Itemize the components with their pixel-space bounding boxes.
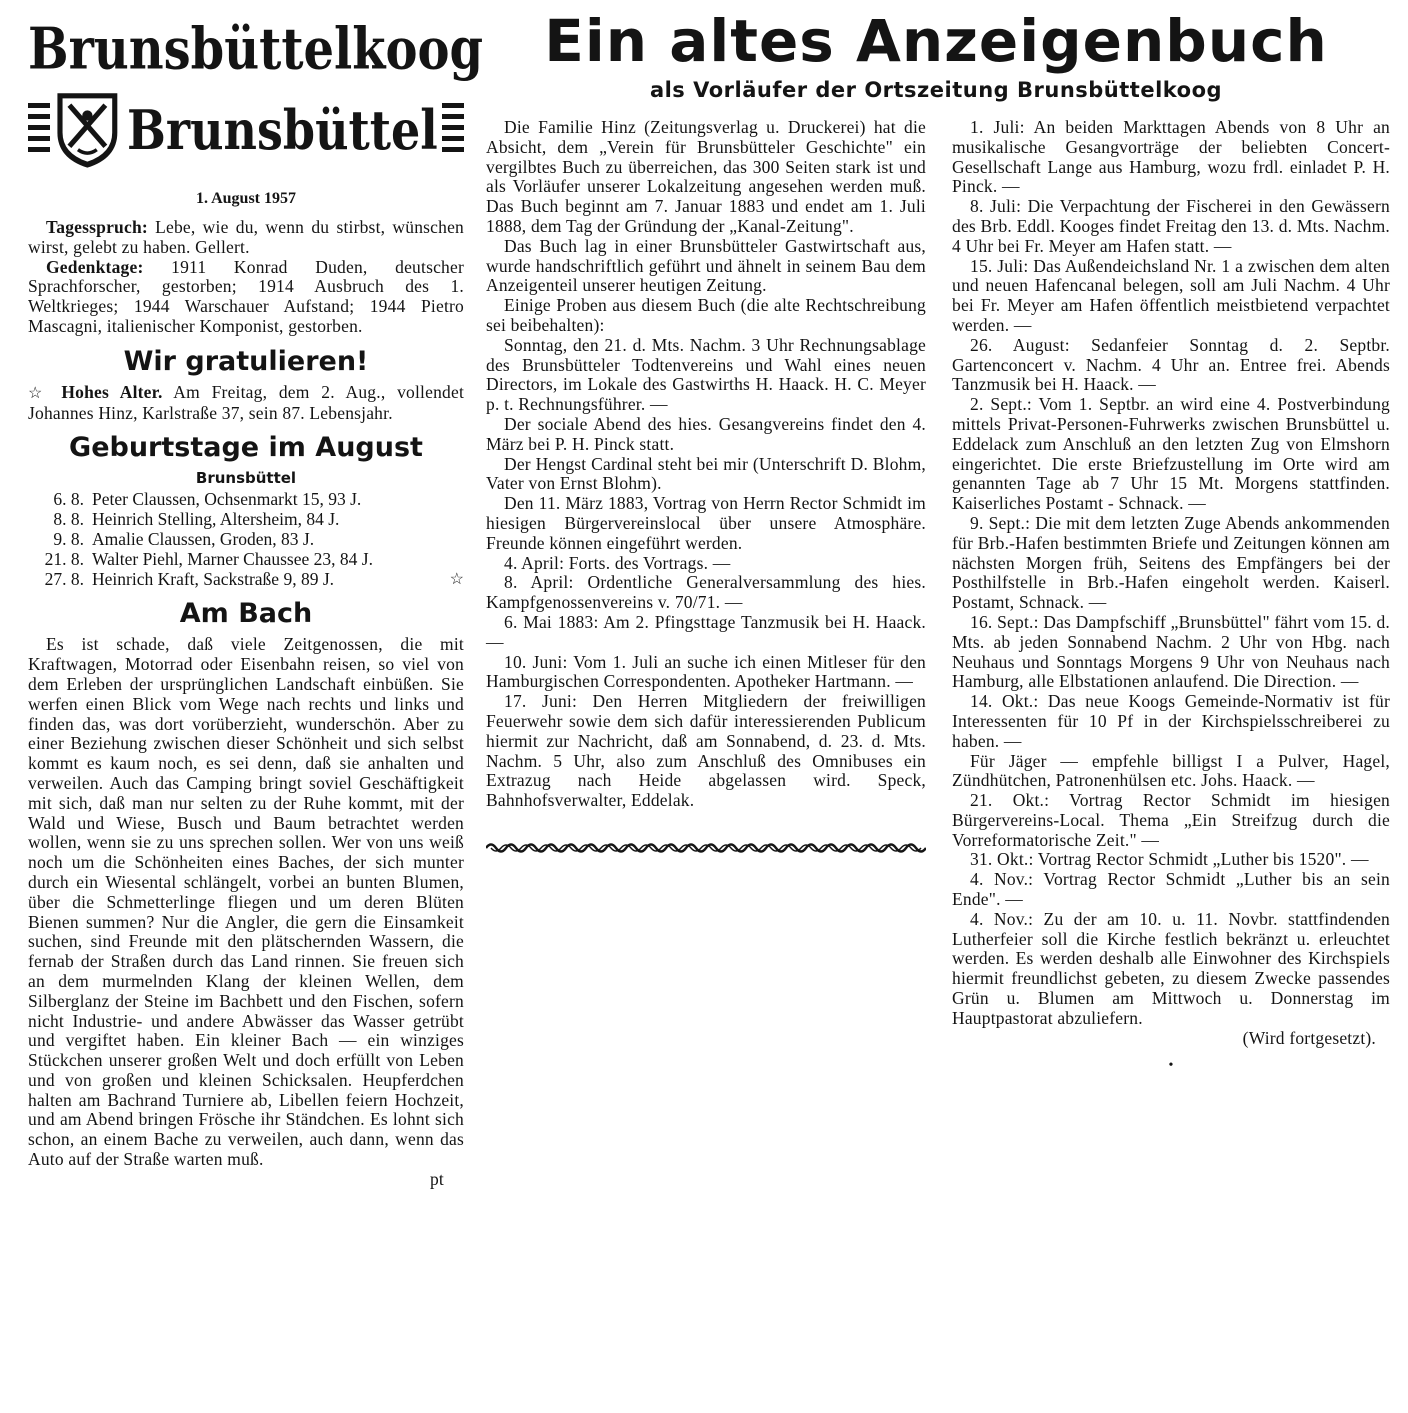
tagesspruch-label: Tagesspruch:	[46, 217, 148, 237]
birthday-text: Peter Claussen, Ochsenmarkt 15, 93 J.	[92, 489, 362, 510]
birthday-row	[28, 550, 464, 570]
ornament-bars-left	[28, 103, 50, 157]
article-paragraph: 8. Juli: Die Verpachtung der Fischerei in den Gewässern des Brb. Eddl. Kooges findet Freitag den 13. d. Mts. Nachm. 4 Uhr bei Fr. Meyer am Hafen statt. —	[952, 196, 1390, 256]
article-paragraph: Der Hengst Cardinal steht bei mir (Unterschrift D. Blohm, Vater von Ernst Blohm).	[486, 453, 926, 494]
birthday-text: Heinrich Kraft, Sackstraße 9, 89 J.	[92, 568, 335, 589]
article-title: Ein altes Anzeigenbuch	[544, 7, 1328, 75]
birthday-row	[28, 530, 464, 550]
birthday-text: Walter Piehl, Marner Chaussee 23, 84 J.	[92, 548, 373, 569]
article-paragraph: 26. August: Sedanfeier Sonntag d. 2. Septbr. Gartenconcert v. Nachm. 4 Uhr an. Entree frei. Abends Tanzmusik bei H. Haack. —	[952, 334, 1390, 395]
gedenktage-label: Gedenktage:	[46, 256, 144, 277]
bach-heading: Am Bach	[179, 598, 313, 630]
article-column-right	[952, 118, 1390, 1074]
article-paragraph: 14. Okt.: Das neue Koogs Gemeinde-Normativ ist für Interessenten für 10 Pf in der Kirchspielsschreiberei zu haben. —	[952, 691, 1390, 751]
article-paragraph: Der sociale Abend des hies. Gesangvereins findet den 4. März bei P. H. Pinck statt.	[486, 413, 926, 454]
article-paragraph: 21. Okt.: Vortrag Rector Schmidt im hiesigen Bürgervereins-Local. Thema „Ein Streifzug durch die Vorreformatorische Zeit." —	[952, 790, 1390, 850]
masthead-title-brunsbuettel: Brunsbüttel	[127, 98, 438, 162]
gratulieren-notice	[28, 383, 464, 424]
ornamental-divider	[486, 841, 926, 855]
gratulieren-label: Hohes Alter.	[61, 381, 163, 402]
article-paragraph: 2. Sept.: Vom 1. Septbr. an wird eine 4. Postverbindung mittels Privat-Personen-Fuhrwerks zwischen Brunsbüttel u. Eddelack zum Anschluß an den letzten Zug von Elmshorn eingerichtet. Die erste Briefzustellung im Orte wird am genannten Tage ab 7 Uhr 15 Mt. Morgens stattfinden. Kaiserliches Postamt - Schnack. —	[952, 394, 1390, 514]
birthday-text: Heinrich Stelling, Altersheim, 84 J.	[92, 509, 340, 530]
article-paragraph: Den 11. März 1883, Vortrag von Herrn Rector Schmidt im hiesigen Bürgervereinslocal über unsere Atmosphäre. Freunde können eingeführt werden.	[486, 493, 926, 553]
birthday-list	[28, 490, 464, 589]
end-mark: •	[1168, 1058, 1174, 1074]
birthday-row	[28, 510, 464, 530]
article-paragraph: 16. Sept.: Das Dampfschiff „Brunsbüttel" fährt vom 15. d. Mts. ab jeden Sonnabend Nachm. 2 Uhr von Hbg. nach Neuhaus und Sonntags Morgens 9 Uhr von Neuhaus nach Hamburg, alle Elbstationen anlaufend. Die Direction. —	[952, 611, 1390, 692]
masthead-title-brunsbuettelkoog: Brunsbüttelkoog	[28, 16, 484, 83]
star-icon: ☆	[449, 570, 464, 588]
article-subtitle: als Vorläufer der Ortszeitung Brunsbüttelkoog	[649, 78, 1223, 102]
article-paragraph: Für Jäger — empfehle billigst I a Pulver, Hagel, Zündhütchen, Patronenhülsen etc. Johs. Haack. —	[952, 750, 1390, 791]
article-paragraph: 1. Juli: An beiden Markttagen Abends von 8 Uhr an musikalische Gesangvorträge der beliebten Concert-Gesellschaft Lange aus Hamburg, wozu frdl. einladet P. H. Pinck. —	[952, 117, 1390, 197]
geburtstage-heading: Geburtstage im August	[69, 432, 423, 464]
birthday-date: 21. 8.	[44, 548, 84, 569]
bach-article: Es ist schade, daß viele Zeitgenossen, die mit Kraftwagen, Motorrad oder Eisenbahn reisen, so viel von dem Erleben der ursprünglichen Landschaft einbüßen. Sie werfen einen Blick vom Wege nach rechts und links und finden das, was dort vorüberzieht, wunderschön. Aber zu einer Beziehung zwischen dieser Schönheit und sich selbst kommt es kaum noch, es sei denn, daß sie anhalten und verweilen. Auch das Camping bringt soviel Geschäftigkeit mit sich, daß man nur selten zu der Ruhe kommt, mit der Wald und Wiese, Busch und Baum betrachtet werden wollen, wenn sie zu uns sprechen sollen. Wer von uns weiß noch um die Schönheiten eines Baches, der sich munter durch ein Wiesental schlängelt, vorbei an bunten Blumen, über die Schmetterlinge fliegen und um deren Blüten Bienen summen? Nur die Angler, die gern die Einsamkeit suchen, sind Freunde mit den plätschernden Wassern, die fernab der Straßen durch das Land rinnen. Sie freuen sich an dem murmelnden Klang der kleinen Wellen, dem Silberglanz der Steine im Bachbett und den Fischen, sofern nicht Industrie- und andere Abwässer das Wasser getrübt und vergiftet haben. Ein kleiner Bach — ein winziges Stückchen unserer großen Welt und doch erfüllt von Leben und von großen und kleinen Schicksalen. Heupferdchen halten am Bachrand Turniere ab, Libellen feiern Hochzeit, und am Abend bringen Frösche ihr Ständchen. Es lohnt sich schon, an einem Bache zu verweilen, auch dann, wenn das Auto auf der Straße warten muß.	[28, 634, 464, 1170]
birthday-text: Amalie Claussen, Groden, 83 J.	[92, 528, 315, 549]
coat-of-arms-icon	[54, 83, 121, 177]
tagesspruch	[28, 218, 464, 258]
article-paragraph: 17. Juni: Den Herren Mitgliedern der freiwilligen Feuerwehr sowie dem sich dafür interessierenden Publicum hiermit zur Nachricht, daß am Sonnabend, d. 23. d. Mts. Nachm. 5 Uhr, also zum Anschluß des Omnibuses ein Extrazug nach Heide abgelassen wird. Speck, Bahnhofsverwalter, Eddelak.	[486, 691, 926, 811]
left-column	[28, 0, 484, 1190]
article-paragraph: 8. April: Ordentliche Generalversammlung des hies. Kampfgenossenvereins v. 70/71. —	[486, 572, 926, 613]
article-paragraph: 4. April: Forts. des Vortrags. —	[504, 552, 731, 573]
article-paragraph: 15. Juli: Das Außendeichsland Nr. 1 a zwischen dem alten und neuen Hafencanal belegen, soll am Juli Nachm. 4 Uhr bei Fr. Meyer am Hafen öffentlich meistbietend verpachtet werden. —	[952, 255, 1390, 335]
article-paragraph: 10. Juni: Vom 1. Juli an suche ich einen Mitleser für den Hamburgischen Correspondenten. Apotheker Hartmann. —	[486, 651, 926, 692]
bach-author: pt	[429, 1168, 444, 1189]
gratulieren-text: Am Freitag, dem 2. Aug., vollendet Johannes Hinz, Karlstraße 37, sein 87. Lebensjahr.	[28, 381, 464, 423]
article-paragraph: Einige Proben aus diesem Buch (die alte Rechtschreibung sei beibehalten):	[486, 295, 926, 335]
issue-date: 1. August 1957	[195, 190, 297, 207]
article-paragraph: Sonntag, den 21. d. Mts. Nachm. 3 Uhr Rechnungsablage des Brunsbütteler Todtenvereins und Wahl eines neuen Directors, im Lokale des Gastwirths H. Haack. H. C. Meyer p. t. Rechnungsführer. —	[486, 334, 926, 415]
article-paragraph: Die Familie Hinz (Zeitungsverlag u. Druckerei) hat die Absicht, dem „Verein für Brunsbütteler Geschichte" ein vergilbtes Buch zu überreichen, das 300 Seiten stark ist und als Vorläufer unserer Lokalzeitung angesehen werden muß. Das Buch beginnt am 7. Januar 1883 und endet am 1. Juli 1888, dem Tag der Gründung der „Kanal-Zeitung".	[486, 117, 926, 236]
birthday-date: 6. 8.	[53, 489, 84, 510]
gratulieren-heading: Wir gratulieren!	[123, 345, 369, 377]
article-paragraph: 31. Okt.: Vortrag Rector Schmidt „Luther bis 1520". —	[970, 849, 1369, 870]
article-paragraph: 4. Nov.: Vortrag Rector Schmidt „Luther bis an sein Ende". —	[952, 869, 1390, 910]
masthead	[28, 16, 484, 178]
birthday-date: 8. 8.	[53, 509, 84, 530]
article-paragraph: 9. Sept.: Die mit dem letzten Zuge Abends ankommenden für Brb.-Hafen bestimmten Briefe und Zeitungen können am nächsten Morgen früh, Seitens des Empfängers bei der Posthilfstelle in Brb.-Hafen eingeholt werden. Kaiserl. Postamt, Schnack. —	[952, 512, 1390, 613]
gedenktage-text: 1911 Konrad Duden, deutscher Sprachforscher, gestorben; 1914 Ausbruch des 1. Weltkrieges; 1944 Warschauer Aufstand; 1944 Pietro Mascagni, italienischer Komponist, gestorben.	[28, 256, 464, 336]
masthead-row-2	[28, 82, 464, 178]
article-paragraph: 6. Mai 1883: Am 2. Pfingsttage Tanzmusik bei H. Haack. —	[486, 611, 926, 652]
article-column-middle	[486, 118, 926, 860]
birthday-date: 9. 8.	[53, 528, 84, 549]
birthday-date: 27. 8.	[44, 568, 84, 589]
article-paragraph: 4. Nov.: Zu der am 10. u. 11. Novbr. stattfindenden Lutherfeier soll die Kirche festlich bekränzt u. erleuchtet werden. Es werden deshalb alle Einwohner des Kirchspiels hiermit freundlichst gebeten, zu diesem Zwecke passendes Grün u. Blumen am Mittwoch u. Donnerstag im Hauptpastorat abzuliefern.	[952, 908, 1390, 1028]
geburtstage-place: Brunsbüttel	[195, 469, 297, 488]
gedenktage	[28, 258, 464, 337]
birthday-row	[28, 490, 464, 510]
article-paragraph: Das Buch lag in einer Brunsbütteler Gastwirtschaft aus, wurde handschriftlich geführt und ähnelt in seinem Bau dem Anzeigenteil unserer heutigen Zeitung.	[486, 235, 926, 296]
continued-note: (Wird fortgesetzt).	[1242, 1027, 1376, 1048]
ornament-bars-right	[442, 103, 464, 157]
birthday-row	[28, 570, 464, 590]
tagesspruch-text: Lebe, wie du, wenn du stirbst, wünschen wirst, gelebt zu haben. Gellert.	[28, 217, 464, 257]
star-icon: ☆	[28, 384, 50, 402]
